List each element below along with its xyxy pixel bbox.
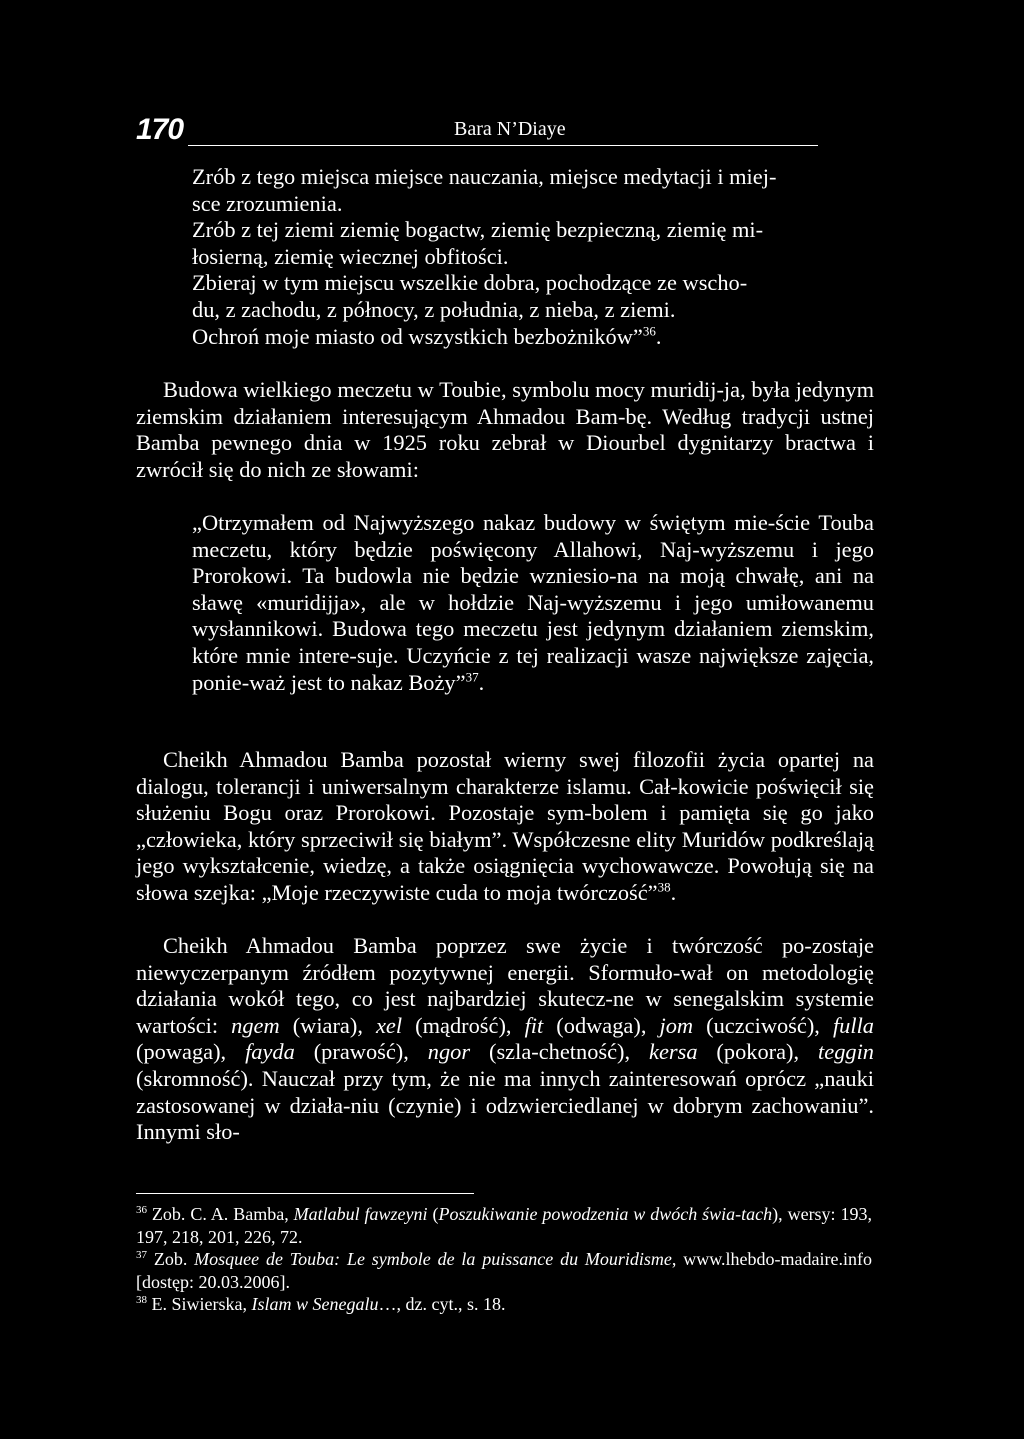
text-run: (powaga), bbox=[136, 1039, 246, 1065]
prayer-line: łosierną, ziemię wiecznej obfitości. bbox=[192, 243, 509, 269]
paragraph-values bbox=[136, 933, 874, 1146]
text-run: (mądrość), bbox=[402, 1012, 525, 1038]
text-run: , www.lhebdo-madaire.info [dostęp: 20.03.2006]. bbox=[136, 1249, 872, 1292]
prayer-line: Zrób z tej ziemi ziemię bogactw, ziemię bezpieczną, ziemię mi- bbox=[192, 217, 764, 243]
prayer-line: sce zrozumienia. bbox=[192, 190, 343, 216]
text-run: Zob. bbox=[147, 1249, 195, 1269]
footnote-number: 37 bbox=[136, 1249, 147, 1261]
footnote-separator bbox=[136, 1193, 474, 1194]
prayer-line: Zrób z tego miejsca miejsce nauczania, miejsce medytacji i miej- bbox=[192, 164, 777, 189]
term: xel bbox=[375, 1012, 403, 1038]
text-run: ( bbox=[427, 1204, 439, 1224]
page-header bbox=[136, 114, 818, 154]
text-run: …, dz. cyt., s. 18. bbox=[378, 1294, 506, 1314]
text-run: (szla-chetność), bbox=[470, 1039, 650, 1065]
cited-title: Islam w Senegalu bbox=[251, 1294, 379, 1314]
paragraph-text: Budowa wielkiego meczetu w Toubie, symbolu mocy muridij-ja, była jedynym ziemskim działaniem interesującym Ahmadou Bam-bę. Według tradycji ustnej Bamba pewnego dnia w 1925 roku zebrał w Diourbel dygnitarzy bractwa i zwrócił się do nich ze słowami: bbox=[136, 377, 874, 482]
paragraph-body: Cheikh Ahmadou Bamba pozostał wierny swej filozofii życia opartej na dialogu, tolerancji i uniwersalnym charakterze islamu. Cał-kowicie poświęcił się służeniu Bogu oraz Prorokowi. Pozostaje sym-bolem i pamięta się go jako „człowieka, który sprzeciwił się białym”. Współczesne elity Muridów podkreślają jego wykształcenie, wiedzę, a także osiągnięcia wychowawcze. Powołują się na słowa szejka: „Moje rzeczywiste cuda to moja twórczość” bbox=[136, 747, 874, 905]
punctuation: . bbox=[478, 669, 485, 695]
footnote-ref: 36 bbox=[642, 323, 656, 339]
header-rule bbox=[188, 145, 818, 146]
punctuation: . bbox=[670, 879, 677, 905]
footnote-number: 38 bbox=[136, 1294, 147, 1306]
term: ngem bbox=[231, 1012, 280, 1038]
term: fulla bbox=[832, 1012, 875, 1038]
cited-title: Matlabul fawzeyni bbox=[293, 1204, 428, 1224]
paragraph-mosque bbox=[136, 377, 874, 483]
cited-title-translation: Poszukiwanie powodzenia w dwóch świa-tach bbox=[438, 1204, 773, 1224]
footnote-ref: 38 bbox=[657, 879, 671, 895]
running-head: Bara N’Diaye bbox=[454, 118, 566, 140]
term: teggin bbox=[818, 1039, 874, 1065]
prayer-line: du, z zachodu, z północy, z południa, z nieba, z ziemi. bbox=[192, 296, 676, 322]
text-run: Cheikh Ahmadou Bamba poprzez swe życie i twórczość po-zostaje niewyczerpanym źródłem pozytywnej energii. Sformuło-wał on metodologię działania wokół tego, co jest najbardziej skutecz-ne w senegalskim systemie wartości: bbox=[136, 933, 874, 1038]
text-run: E. Siwierska, bbox=[147, 1294, 252, 1314]
text-run: (prawość), bbox=[294, 1039, 428, 1065]
footnote-number: 36 bbox=[136, 1204, 147, 1216]
term: jom bbox=[659, 1012, 694, 1038]
footnote-37 bbox=[136, 1248, 872, 1293]
cited-title: Mosquee de Touba: Le symbole de la puissance du Mouridisme bbox=[194, 1249, 672, 1269]
block-quote bbox=[192, 510, 874, 696]
text-run: (odwaga), bbox=[543, 1012, 660, 1038]
prayer-line: Zbieraj w tym miejscu wszelkie dobra, pochodzące ze wscho- bbox=[192, 270, 748, 296]
paragraph-text bbox=[136, 747, 874, 907]
footnotes bbox=[136, 1203, 872, 1316]
text-run: (uczciwość), bbox=[693, 1012, 833, 1038]
paragraph-philosophy bbox=[136, 747, 874, 907]
quote-body: „Otrzymałem od Najwyższego nakaz budowy w świętym mie-ście Touba meczetu, który będzie poświęcony Allahowi, Naj-wyższemu i jego Prorokowi. Ta budowla nie będzie wzniesio-na na moją chwałę, ani na sławę «muridijja», ale w hołdzie Naj-wyższemu i jego umiłowanemu wysłannikowi. Budowa tego meczetu jest jedynym działaniem ziemskim, które mnie intere-suje. Uczyńcie z tej realizacji wasze największe zajęcia, ponie-waż jest to nakaz Boży” bbox=[192, 510, 874, 695]
text-run: (skromność). Nauczał przy tym, że nie ma innych zainteresowań oprócz „nauki zastosowanej w działa-niu (czynie) i odzwierciedlanej w dobrym zachowaniu”. Innymi sło- bbox=[136, 1065, 874, 1145]
footnote-38 bbox=[136, 1293, 872, 1316]
footnote-ref: 37 bbox=[465, 669, 479, 685]
paragraph-text bbox=[136, 933, 874, 1146]
text-run: ), wersy: 193, 197, 218, 201, 226, 72. bbox=[136, 1204, 872, 1247]
prayer-quote bbox=[192, 164, 874, 350]
term: fayda bbox=[245, 1039, 295, 1065]
prayer-last-line: Ochroń moje miasto od wszystkich bezbożników” bbox=[192, 323, 643, 349]
text-run: Zob. C. A. Bamba, bbox=[147, 1204, 294, 1224]
term: fit bbox=[524, 1012, 544, 1038]
page-number: 170 bbox=[136, 113, 184, 146]
text-run: (pokora), bbox=[697, 1039, 819, 1065]
term: kersa bbox=[649, 1039, 698, 1065]
term: ngor bbox=[427, 1039, 471, 1065]
prayer-line bbox=[192, 324, 874, 351]
text-run: (wiara), bbox=[279, 1012, 376, 1038]
footnote-36 bbox=[136, 1203, 872, 1248]
quote-text bbox=[192, 510, 874, 696]
punctuation: . bbox=[655, 323, 662, 349]
